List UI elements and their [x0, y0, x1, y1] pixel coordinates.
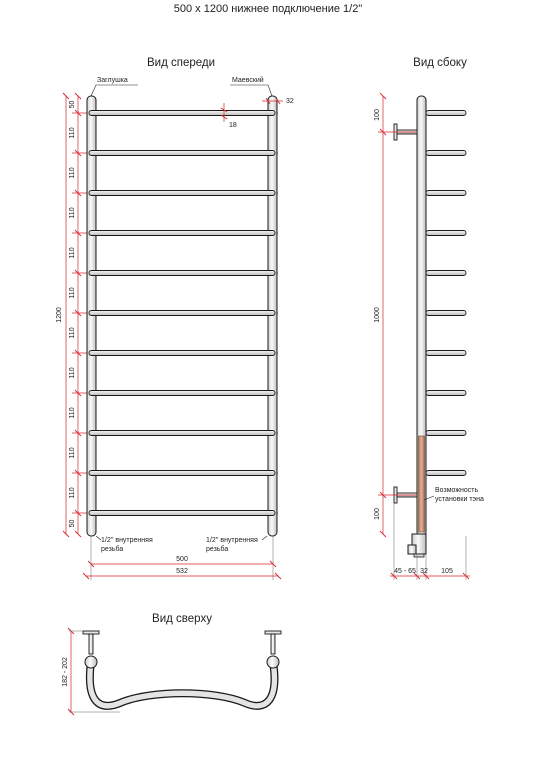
- dim-chain-label: 110: [69, 167, 76, 179]
- top-left-post: [85, 656, 97, 668]
- dim-chain-label: 50: [69, 519, 76, 528]
- dim-chain-label: 110: [69, 487, 76, 499]
- side-dim-pipe: 32: [420, 568, 428, 575]
- side-dim-middle: 1000: [374, 307, 381, 323]
- dim-chain-label: 110: [69, 407, 76, 419]
- dim-chain-label: 110: [69, 447, 76, 459]
- side-dim-bottom: 100: [374, 508, 381, 520]
- right-thread-label-2: резьба: [206, 546, 229, 553]
- heater-note-line2: установки тэна: [435, 496, 484, 503]
- front-rung: [89, 511, 275, 516]
- drawing-title: 500 x 1200 нижнее подключение 1/2": [173, 3, 363, 15]
- heater-element: [419, 436, 425, 532]
- top-view-title: Вид сверху: [152, 613, 212, 625]
- connection-box: [408, 534, 426, 557]
- front-rung: [89, 271, 275, 276]
- side-rung: [426, 151, 466, 156]
- front-view: [56, 57, 294, 580]
- left-thread-label-1: 1/2'' внутренняя: [101, 537, 153, 544]
- front-rungs: [89, 111, 275, 516]
- left-post: [87, 96, 96, 536]
- side-rung: [426, 311, 466, 316]
- side-rung: [426, 191, 466, 196]
- cap-label: Заглушка: [97, 77, 128, 84]
- side-rung: [426, 231, 466, 236]
- side-dim-rung-depth: 105: [441, 568, 453, 575]
- top-curved-bar: [90, 662, 275, 706]
- heater-note-line1: Возможность: [435, 487, 479, 494]
- side-dim-wall-gap: 45 - 65: [394, 568, 416, 575]
- dim-chain-label: 110: [69, 367, 76, 379]
- right-post: [268, 96, 277, 536]
- front-rung: [89, 431, 275, 436]
- side-rung: [426, 471, 466, 476]
- top-left-flange: [83, 631, 99, 654]
- dim-chain-label: 110: [69, 127, 76, 139]
- front-rung: [89, 151, 275, 156]
- side-view-title: Вид сбоку: [413, 57, 467, 69]
- front-rung: [89, 111, 275, 116]
- dim-chain-label: 110: [69, 327, 76, 339]
- dim-bar-gap: 18: [229, 122, 237, 129]
- valve-leader: [230, 85, 272, 96]
- top-view: [62, 613, 281, 715]
- side-rungs: [426, 111, 466, 476]
- front-rung: [89, 391, 275, 396]
- side-rung: [426, 431, 466, 436]
- front-rung: [89, 471, 275, 476]
- dim-pipe-width: 32: [286, 98, 294, 105]
- dim-center-width: 500: [176, 556, 188, 563]
- valve-label: Маевский: [232, 77, 264, 84]
- dim-total-height: 1200: [56, 307, 63, 323]
- dim-chain-label: 110: [69, 247, 76, 259]
- cap-leader: [91, 85, 138, 96]
- front-rung: [89, 351, 275, 356]
- side-rung: [426, 111, 466, 116]
- top-right-post: [267, 656, 279, 668]
- top-dim-depth: 182 - 202: [62, 657, 69, 687]
- side-dim-top: 100: [374, 109, 381, 121]
- top-right-flange: [265, 631, 281, 654]
- left-thread-label-2: резьба: [101, 546, 124, 553]
- side-rung: [426, 351, 466, 356]
- side-rung: [426, 271, 466, 276]
- side-rung: [426, 391, 466, 396]
- dim-chain-label: 110: [69, 207, 76, 219]
- front-rung: [89, 311, 275, 316]
- dim-total-width: 532: [176, 568, 188, 575]
- front-view-title: Вид спереди: [146, 57, 216, 69]
- dim-chain-label: 50: [69, 100, 76, 109]
- right-thread-label-1: 1/2'' внутренняя: [206, 537, 258, 544]
- side-view: [374, 57, 484, 580]
- dim-chain-label: 110: [69, 287, 76, 299]
- front-rung: [89, 231, 275, 236]
- front-rung: [89, 191, 275, 196]
